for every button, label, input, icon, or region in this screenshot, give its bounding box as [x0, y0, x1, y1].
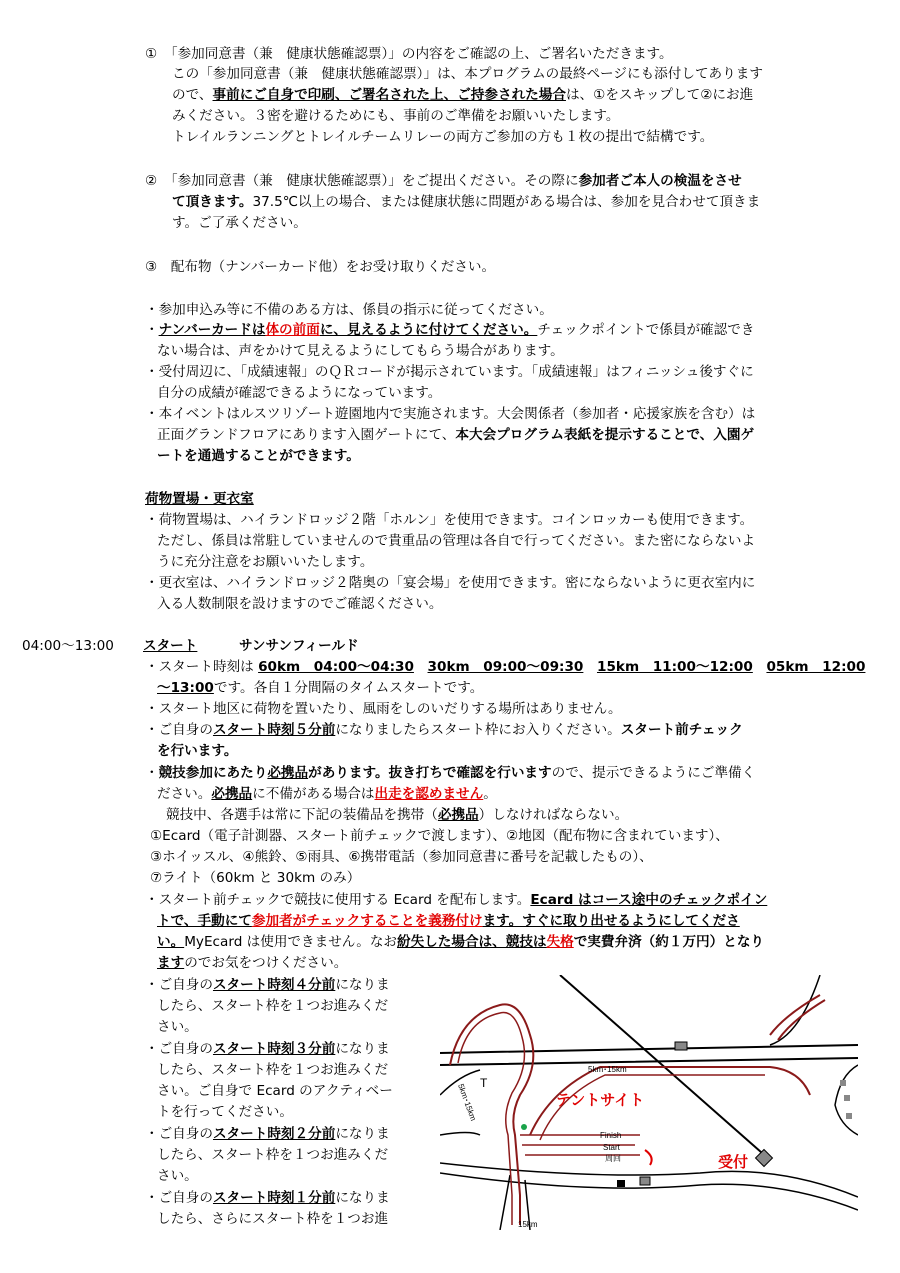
map-label-reception: 受付 [718, 1153, 749, 1171]
map-building-bottom [640, 1177, 650, 1185]
baggage-heading: 荷物置場・更衣室 [145, 491, 254, 507]
start-5min: ・ご自身のスタート時刻５分前になりましたらスタート枠にお入りください。スタート前チェック [145, 722, 743, 738]
map-label-finish: Finish [600, 1131, 622, 1140]
note-4-cont2: ートを通過することができます。 [157, 448, 360, 464]
note-3-cont: 自分の成績が確認できるようになっています。 [157, 385, 442, 401]
countdown-3min-cont3: トを行ってください。 [157, 1104, 293, 1120]
start-place: サンサンフィールド [239, 638, 359, 654]
countdown-4min: ・ご自身のスタート時刻４分前になりま [145, 977, 390, 993]
countdown-1min-cont: したら、さらにスタート枠を１つお進 [157, 1211, 389, 1227]
step3-line1: ③ 配布物（ナンバーカード他）をお受け取りください。 [145, 259, 496, 275]
map-route-west [450, 1004, 533, 1225]
bring-printed-note: 事前にご自身で印刷、ご署名された上、ご持参された場合 [212, 87, 566, 103]
map-green-marker [521, 1124, 527, 1130]
countdown-3min: ・ご自身のスタート時刻３分前になりま [145, 1041, 390, 1057]
ecard-line-cont2: い。MyEcard は使用できません。なお紛失した場合は、競技は失格で実費弁済（約１万円）となり [157, 934, 765, 950]
changing-line1: ・更衣室は、ハイランドロッジ２階奥の「宴会場」を使用できます。密にならないように更衣室内に [145, 575, 756, 591]
start-time-range: 04:00～13:00 [22, 638, 114, 654]
note-4-cont: 正面グランドフロアにあります入園ゲートにて、本大会プログラム表紙を提示することで、入園ゲ [157, 427, 755, 443]
note-4: ・本イベントはルスツリゾート遊園地内で実施されます。大会関係者（参加者・応援家族を含む）は [145, 406, 756, 422]
ecard-line: ・スタート前チェックで競技に使用する Ecard を配布します。Ecard はコース途中のチェックポイン [145, 892, 768, 908]
required-items-cont: ださい。必携品に不備がある場合は出走を認めません。 [157, 786, 497, 802]
countdown-4min-cont: したら、スタート枠を１つお進みくだ [157, 998, 389, 1014]
required-items-line: ・競技参加にあたり必携品があります。抜き打ちで確認を行いますので、提示できるようにご準備く [145, 765, 756, 781]
start-area-map [440, 975, 858, 1230]
step2-line1: ② 「参加同意書（兼 健康状態確認票）」をご提出ください。その際に参加者ご本人の検温をさせ [145, 173, 742, 189]
countdown-3min-cont: したら、スタート枠を１つお進みくだ [157, 1062, 389, 1078]
countdown-2min-cont2: さい。 [157, 1168, 198, 1184]
ecard-line-cont3: ますのでお気をつけください。 [157, 955, 348, 971]
step1-line2: この「参加同意書（兼 健康状態確認票）」は、本プログラムの最終ページにも添付してあります [172, 66, 763, 82]
map-label-start: Start [603, 1143, 620, 1152]
note-2: ・ナンバーカードは体の前面に、見えるように付けてください。チェックポイントで係員が確認でき [145, 322, 755, 338]
step2-line2: て頂きます。37.5℃以上の場合、または健康状態に問題がある場合は、参加を見合わせて頂きま [172, 194, 761, 210]
equipment-list-1: ①Ecard（電子計測器、スタート前チェックで渡します）、②地図（配布物に含まれています）、 [150, 828, 729, 844]
note-2-cont: ない場合は、声をかけて見えるようにしてもらう場合があります。 [157, 343, 564, 359]
map-label-route-top: 5km･15km [588, 1065, 627, 1074]
baggage-line2: ただし、係員は常駐していませんので貴重品の管理は各自で行ってください。また密にならないよ [157, 533, 756, 549]
start-times-cont: ～13:00です。各自１分間隔のタイムスタートです。 [157, 680, 484, 696]
ecard-line-cont: トで、手動にて参加者がチェックすることを義務付けます。すぐに取り出せるようにしてくださ [157, 913, 740, 929]
map-start-lanes [520, 1135, 640, 1155]
map-label-tent-site: テントサイト [556, 1091, 645, 1109]
equipment-list-2: ③ホイッスル、④熊鈴、⑤雨具、⑥携帯電話（参加同意書に番号を記載したもの）、 [150, 849, 653, 865]
countdown-2min: ・ご自身のスタート時刻２分前になりま [145, 1126, 390, 1142]
countdown-4min-cont2: さい。 [157, 1019, 198, 1035]
map-route-northeast [770, 995, 825, 1040]
map-reception-booth [756, 1150, 773, 1167]
step1-line3: ので、事前にご自身で印刷、ご署名された上、ご持参された場合は、①をスキップして②にお進 [172, 87, 754, 103]
step1-line1: ① 「参加同意書（兼 健康状態確認票）」の内容をご確認の上、ご署名いただきます。 [145, 46, 673, 62]
changing-line2: 入る人数制限を設けますのでご確認ください。 [157, 596, 443, 612]
equipment-intro: 競技中、各選手は常に下記の装備品を携帯（必携品）しなければならない。 [166, 807, 629, 823]
step2-line3: す。ご了承ください。 [172, 215, 307, 231]
map-label-t: T [480, 1076, 488, 1090]
note-3: ・受付周辺に、「成績速報」のＱＲコードが掲示されています。「成績速報」はフィニッシュ後すぐに [145, 364, 754, 380]
note-1: ・参加申込み等に不備のある方は、係員の指示に従ってください。 [145, 302, 553, 318]
map-label-route-side: 5km･15km [456, 1082, 478, 1123]
baggage-line1: ・荷物置場は、ハイランドロッジ２階「ホルン」を使用できます。コインロッカーも使用できます。 [145, 512, 754, 528]
step1-line4: みください。３密を避けるためにも、事前のご準備をお願いいたします。 [172, 108, 620, 124]
map-label-lap: 周回 [605, 1154, 621, 1163]
start-heading: スタート [143, 638, 198, 654]
start-no-shelter: ・スタート地区に荷物を置いたり、風雨をしのいだりする場所はありません。 [145, 701, 622, 717]
countdown-3min-cont2: さい。ご自身で Ecard のアクティベー [157, 1083, 393, 1099]
start-times-line: ・スタート時刻は 60km 04:00～04:30 30km 09:00～09:30 15km 11:00～12:00 05km 12:00 [145, 659, 866, 675]
map-label-route-bottom: 15km [518, 1220, 538, 1229]
map-building-top [675, 1042, 687, 1050]
countdown-1min: ・ご自身のスタート時刻１分前になりま [145, 1190, 390, 1206]
map-road-main [440, 1045, 858, 1065]
countdown-2min-cont: したら、スタート枠を１つお進みくだ [157, 1147, 389, 1163]
start-5min-cont: を行います。 [157, 743, 238, 759]
step1-line5: トレイルランニングとトレイルチームリレーの両方ご参加の方も１枚の提出で結構です。 [172, 129, 714, 145]
equipment-list-3: ⑦ライト（60km と 30km のみ） [150, 870, 361, 886]
baggage-line3: うに充分注意をお願いいたします。 [157, 554, 374, 570]
